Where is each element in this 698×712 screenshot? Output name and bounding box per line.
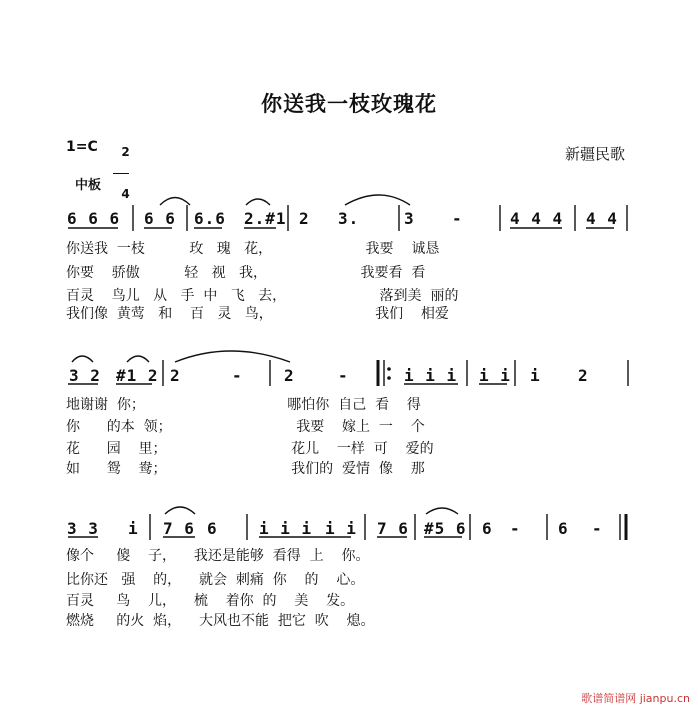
tie bbox=[165, 507, 195, 514]
lyric-line: 比你还 强 的， 就会 刺痛 你 的 心。 bbox=[66, 572, 365, 588]
key-signature: 1=C bbox=[66, 139, 98, 155]
note-group: #5 6 bbox=[424, 519, 467, 538]
lyric-line: 燃烧 的火 焰， 大风也不能 把它 吹 熄。 bbox=[66, 613, 375, 629]
repeat-dot bbox=[387, 376, 391, 380]
note-group: - bbox=[592, 519, 603, 538]
note-group: 4 4 bbox=[586, 209, 618, 228]
note-group: i bbox=[530, 366, 541, 385]
lyric-line: 像个 傻 子， 我还是能够 看得 上 你。 bbox=[66, 548, 370, 564]
note-group: 2 bbox=[284, 366, 295, 385]
note-group: 2.#1 bbox=[244, 209, 287, 228]
lyric-line: 你送我 一枝 玫 瑰 花， 我要 诚恳 bbox=[66, 241, 440, 257]
note-group: #1 2 bbox=[116, 366, 159, 385]
note-group: 6 bbox=[207, 519, 218, 538]
lyric-line: 我们像 黄莺 和 百 灵 鸟， 我们 相爱 bbox=[66, 306, 449, 322]
note-group: i i i bbox=[404, 366, 458, 385]
note-group: 6 bbox=[558, 519, 569, 538]
note-group: - bbox=[338, 366, 349, 385]
lyric-line: 如 鸳 鸯； 我们的 爱情 像 那 bbox=[66, 461, 425, 477]
tie bbox=[127, 356, 149, 362]
tie bbox=[246, 199, 270, 205]
lyric-line: 你 的本 领； 我要 嫁上 一 个 bbox=[66, 419, 425, 435]
note-group: 2 bbox=[299, 209, 310, 228]
note-group: 6 bbox=[482, 519, 493, 538]
song-title: 你送我一枝玫瑰花 bbox=[261, 91, 437, 116]
repeat-dot bbox=[387, 367, 391, 371]
meter-top: 2 bbox=[121, 145, 130, 159]
note-group: 3. bbox=[338, 209, 360, 228]
watermark: 歌谱简谱网 jianpu.cn bbox=[581, 692, 690, 705]
meter-bottom: 4 bbox=[121, 187, 130, 201]
note-group: 2 bbox=[578, 366, 589, 385]
note-group: 6.6 bbox=[194, 209, 226, 228]
note-group: i bbox=[128, 519, 139, 538]
lyric-line: 花 园 里； 花儿 一样 可 爱的 bbox=[66, 441, 434, 457]
tie bbox=[72, 356, 93, 362]
note-group: i i i bbox=[259, 519, 313, 538]
tie bbox=[345, 195, 410, 205]
note-group: 3 3 bbox=[67, 519, 99, 538]
tie bbox=[160, 198, 190, 206]
note-group: 7 6 bbox=[163, 519, 195, 538]
note-group: i i bbox=[325, 519, 357, 538]
note-group: 3 bbox=[404, 209, 415, 228]
note-group: 2 bbox=[170, 366, 181, 385]
note-group: - bbox=[232, 366, 243, 385]
lyric-line: 百灵 鸟儿 从 手 中 飞 去， 落到美 丽的 bbox=[66, 288, 459, 304]
lyric-line: 你要 骄傲 轻 视 我， 我要看 看 bbox=[66, 265, 426, 281]
tempo-marking: 中板 bbox=[75, 178, 102, 193]
lyric-line: 百灵 鸟 儿， 梳 着你 的 美 发。 bbox=[66, 593, 355, 609]
tie bbox=[175, 351, 290, 362]
note-group: i i bbox=[479, 366, 511, 385]
note-group: 6 6 bbox=[144, 209, 176, 228]
note-group: 4 4 4 bbox=[510, 209, 564, 228]
note-group: 3 2 bbox=[69, 366, 101, 385]
note-group: - bbox=[452, 209, 463, 228]
note-group: - bbox=[510, 519, 521, 538]
note-group: 6 6 6 bbox=[67, 209, 121, 228]
tie bbox=[426, 508, 458, 514]
note-group: 7 6 bbox=[377, 519, 409, 538]
lyric-line: 地谢谢 你； 哪怕你 自己 看 得 bbox=[66, 397, 421, 413]
song-origin: 新疆民歌 bbox=[565, 145, 626, 163]
